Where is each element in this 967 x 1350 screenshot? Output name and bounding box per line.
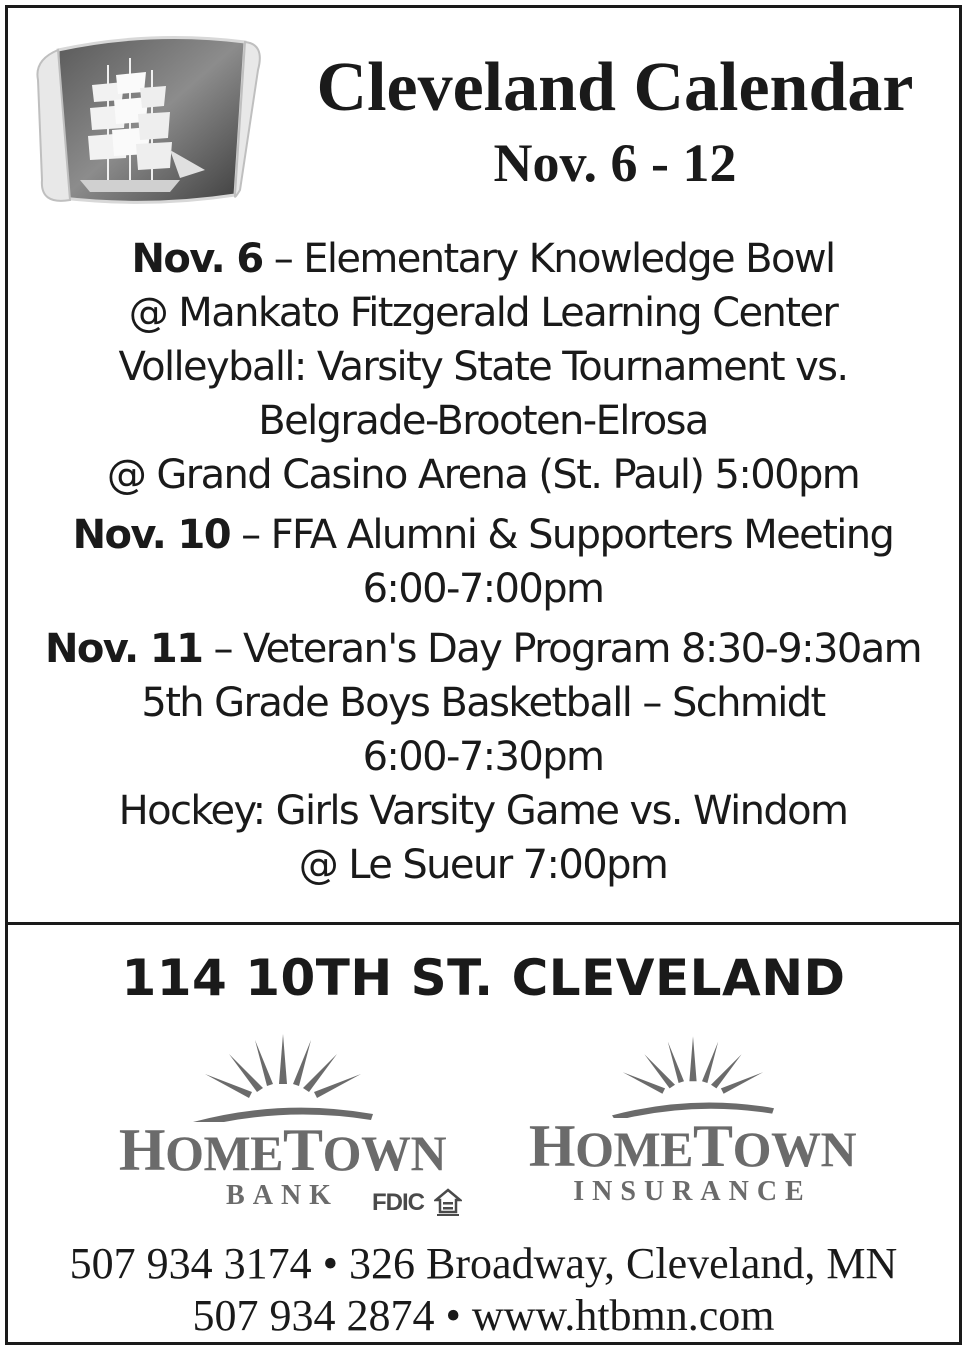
event-title: – Elementary Knowledge Bowl: [262, 236, 835, 282]
event-title: – Veteran's Day Program 8:30-9:30am: [202, 626, 921, 672]
insurance-sub: INSURANCE: [573, 1176, 812, 1207]
fdic-row: [372, 1188, 462, 1218]
event-first-line: [10, 622, 956, 676]
event-date: Nov. 11: [45, 626, 203, 672]
bank-sub: BANK: [226, 1180, 339, 1211]
section-divider: [8, 922, 959, 925]
event-date: Nov. 6: [131, 236, 263, 282]
event-line: Volleyball: Varsity State Tournament vs.: [118, 344, 848, 390]
hometown-bank-logo: [100, 1030, 465, 1211]
hometown-insurance-logo: [520, 1030, 865, 1207]
insurance-brand: HOMETOWN: [528, 1113, 857, 1179]
sponsor-address: 114 10TH ST. CLEVELAND: [121, 949, 846, 1007]
event-line: 6:00-7:00pm: [362, 566, 604, 612]
sunrise-icon: [603, 1030, 783, 1118]
event-block-nov-6: [10, 232, 956, 502]
event-line: 5th Grade Boys Basketball – Schmidt: [141, 680, 825, 726]
date-range: Nov. 6 - 12: [493, 133, 737, 193]
event-date: Nov. 10: [72, 512, 230, 558]
contact-line-1: 507 934 3174 • 326 Broadway, Cleveland, MN: [69, 1239, 898, 1288]
event-line: @ Grand Casino Arena (St. Paul) 5:00pm: [106, 452, 860, 498]
page-title: Cleveland Calendar: [316, 49, 914, 126]
event-first-line: [10, 232, 956, 286]
events-list: [10, 232, 956, 898]
event-line: 6:00-7:30pm: [362, 734, 604, 780]
ship-on-scroll-icon: [30, 30, 265, 210]
bank-brand: HOMETOWN: [118, 1117, 447, 1183]
contact-line-2: 507 934 2874 • www.htbmn.com: [192, 1291, 775, 1340]
sunrise-icon: [183, 1030, 383, 1122]
event-line: @ Mankato Fitzgerald Learning Center: [128, 290, 838, 336]
event-line: @ Le Sueur 7:00pm: [298, 842, 668, 888]
event-block-nov-11: [10, 622, 956, 892]
event-line: Hockey: Girls Varsity Game vs. Windom: [118, 788, 848, 834]
event-block-nov-10: [10, 508, 956, 616]
event-first-line: [10, 508, 956, 562]
event-title: – FFA Alumni & Supporters Meeting: [230, 512, 894, 558]
equal-housing-lender-icon: [434, 1188, 462, 1218]
fdic-label: FDIC: [372, 1189, 424, 1216]
event-line: Belgrade-Brooten-Elrosa: [258, 398, 708, 444]
